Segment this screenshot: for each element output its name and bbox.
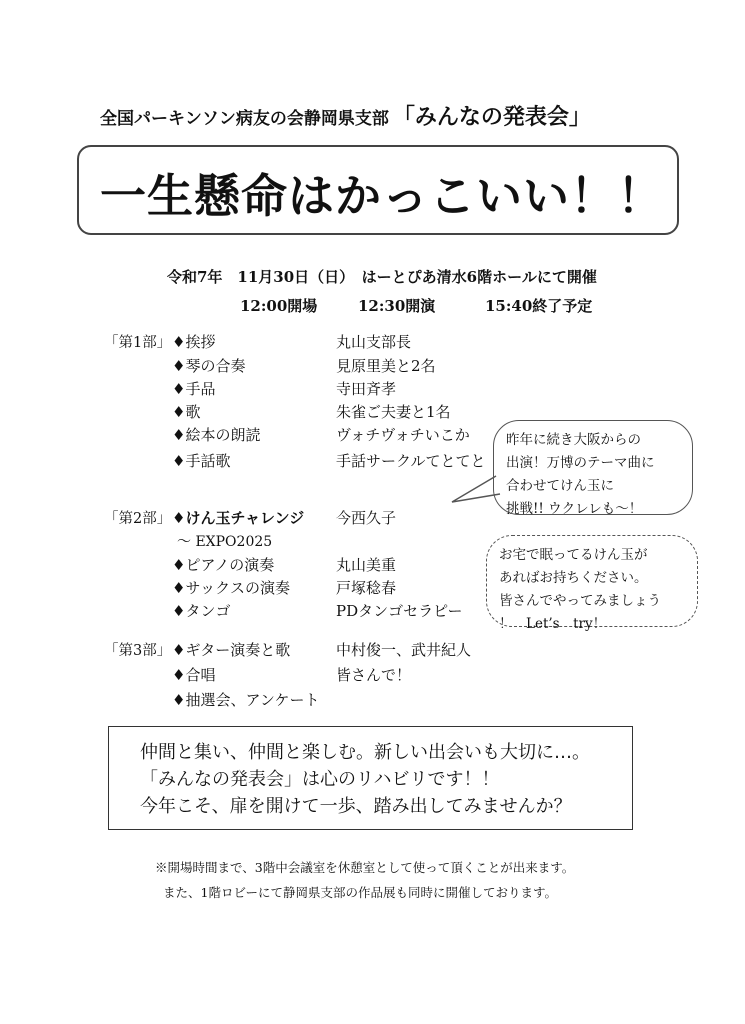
performer: 中村俊一、武井紀人: [336, 641, 472, 659]
program-item: ♦サックスの演奏: [172, 579, 290, 597]
bubble-line: 出演！万博のテーマ曲に: [506, 455, 655, 471]
note-line: ※開場時間まで、3階中会議室を休憩室として使って頂くことが出来ます。: [155, 860, 575, 875]
program-item: ♦合唱: [172, 666, 216, 684]
header: [100, 100, 591, 131]
bubble-line: ！ Let’s try！: [499, 616, 607, 632]
program-item: ♦手品: [172, 380, 216, 398]
performer: 丸山美重: [336, 556, 397, 574]
bubble-line: あればお持ちください。: [499, 570, 648, 586]
part1-label: 「第1部」: [104, 335, 172, 351]
program-subtitle: ～ EXPO2025: [177, 534, 273, 550]
bubble-line: 合わせてけん玉に: [506, 478, 614, 494]
part3-label: 「第3部」: [104, 643, 172, 659]
speech-bubble-kendama: [493, 420, 693, 515]
message-line: 「みんなの発表会」は心のリハビリです！！: [140, 769, 500, 790]
end-time: 15:40終了予定: [485, 297, 593, 315]
program-item: ♦絵本の朗読: [172, 426, 261, 444]
page-title: 一生懸命はかっこいい！！: [100, 169, 664, 223]
performer: 丸山支部長: [336, 333, 412, 351]
part2-label: 「第2部」: [104, 511, 172, 527]
program-item: ♦歌: [172, 403, 201, 421]
program-item: ♦琴の合奏: [172, 357, 246, 375]
open-time: 12:00開場: [240, 297, 318, 315]
performer: 今西久子: [336, 509, 397, 527]
message-line: 今年こそ、扉を開けて一歩、踏み出してみませんか？: [140, 796, 572, 817]
program-item: ♦抽選会、アンケート: [172, 691, 320, 709]
start-time: 12:30開演: [358, 297, 436, 315]
note-line: また、1階ロビーにて静岡県支部の作品展も同時に開催しております。: [163, 885, 557, 900]
bubble-line: 昨年に続き大阪からの: [506, 432, 641, 448]
performer: 戸塚稔春: [336, 579, 397, 597]
date-venue: 令和7年 11月30日（日） はーとぴあ清水6階ホールにて開催: [167, 268, 597, 286]
bubble-line: 皆さんでやってみましょう: [499, 593, 661, 609]
program-item: ♦手話歌: [172, 452, 231, 470]
bubble-line: 挑戦!! ウクレレも～！: [506, 501, 643, 517]
performer: PDタンゴセラピー: [336, 602, 463, 620]
program-item: ♦タンゴ: [172, 602, 231, 620]
performer: ヴォチヴォチいこか: [336, 426, 470, 444]
speech-bubble-invite: [486, 535, 698, 632]
performer: 皆さんで！: [336, 666, 412, 684]
performer: 朱雀ご夫妻と1名: [336, 403, 451, 421]
program-item: ♦けん玉チャレンジ: [172, 509, 305, 527]
program-item: ♦ギター演奏と歌: [172, 641, 291, 659]
performer: 寺田斉孝: [336, 380, 397, 398]
organization-name: 全国パーキンソン病友の会静岡県支部: [100, 109, 389, 129]
bubble-line: お宅で眠ってるけん玉が: [499, 547, 648, 563]
program-item: ♦挨拶: [172, 333, 216, 351]
performer: 見原里美と2名: [336, 357, 436, 375]
event-name: 「みんなの発表会」: [392, 105, 591, 130]
performer: 手話サークルてとてと: [336, 452, 486, 470]
program-item: ♦ピアノの演奏: [172, 556, 275, 574]
message-line: 仲間と集い、仲間と楽しむ。新しい出会いも大切に…。: [140, 742, 590, 763]
